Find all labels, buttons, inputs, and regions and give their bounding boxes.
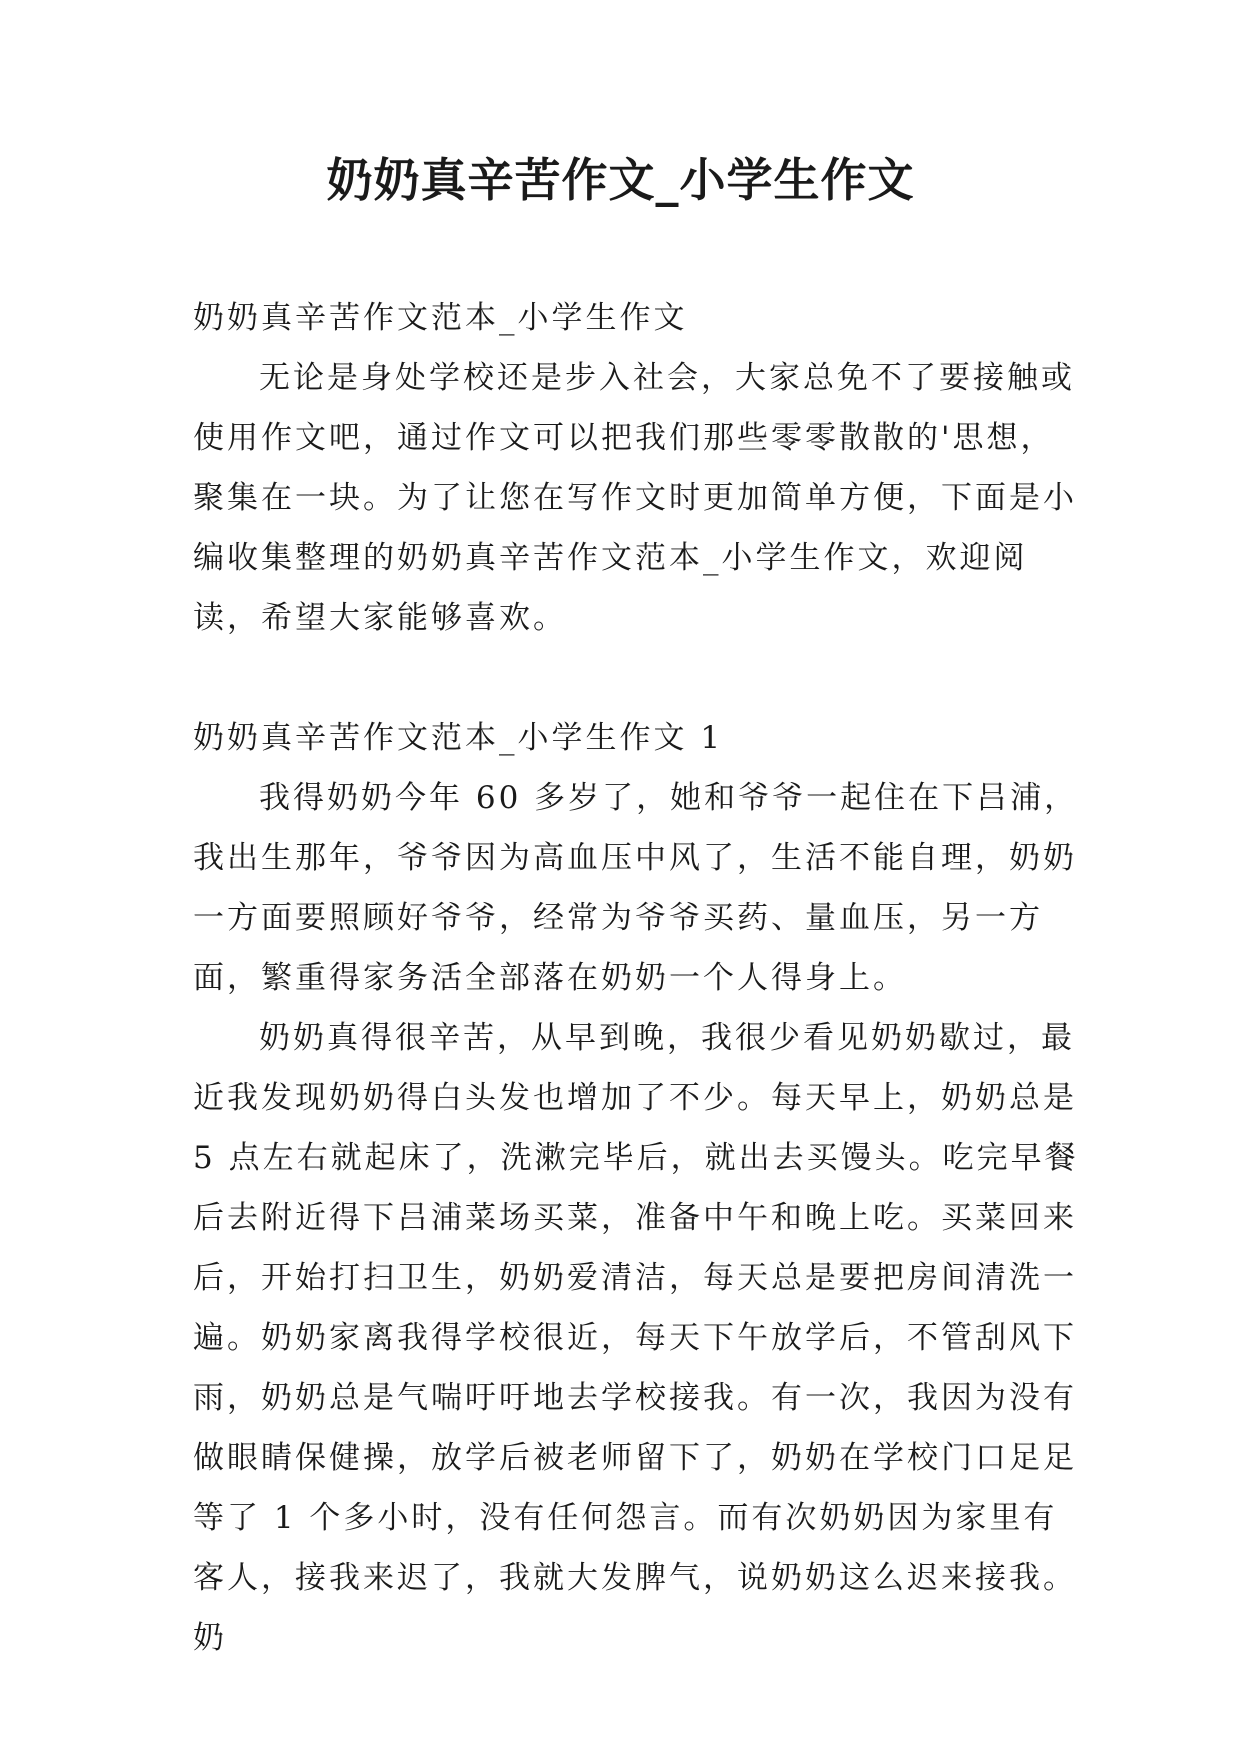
- intro-heading: 奶奶真辛苦作文范本_小学生作文: [193, 300, 688, 336]
- intro-paragraph: 无论是身处学校还是步入社会，大家总免不了要接触或使用作文吧，通过作文可以把我们那些零零散散的'思想，聚集在一块。为了让您在写作文时更加简单方便，下面是小编收集整理的奶奶真辛苦作文范本_小学生作文，欢迎阅读，希望大家能够喜欢。: [193, 360, 1077, 636]
- section-spacer: [193, 648, 1083, 708]
- section-heading: 奶奶真辛苦作文范本_小学生作文 1: [193, 720, 724, 756]
- body-paragraph-2: 奶奶真得很辛苦，从早到晚，我很少看见奶奶歇过，最近我发现奶奶得白头发也增加了不少。每天早上，奶奶总是 5 点左右就起床了，洗漱完毕后，就出去买馒头。吃完早餐后去附近得下吕浦菜场买菜，准备中午和晚上吃。买菜回来后，开始打扫卫生，奶奶爱清洁，每天总是要把房间清洗一遍。奶奶家离我得学校很近，每天下午放学后，不管刮风下雨，奶奶总是气喘吁吁地去学校接我。有一次，我因为没有做眼睛保健操，放学后被老师留下了，奶奶在学校门口足足等了 1 个多小时，没有任何怨言。而有次奶奶因为家里有客人，接我来迟了，我就大发脾气，说奶奶这么迟来接我。奶: [193, 1020, 1079, 1656]
- document-title: 奶奶真辛苦作文_小学生作文: [326, 153, 915, 207]
- document-body: [193, 288, 1083, 1668]
- body-paragraph-1: 我得奶奶今年 60 多岁了，她和爷爷一起住在下吕浦，我出生那年，爷爷因为高血压中风了，生活不能自理，奶奶一方面要照顾好爷爷，经常为爷爷买药、量血压，另一方面，繁重得家务活全部落在奶奶一个人得身上。: [193, 780, 1079, 996]
